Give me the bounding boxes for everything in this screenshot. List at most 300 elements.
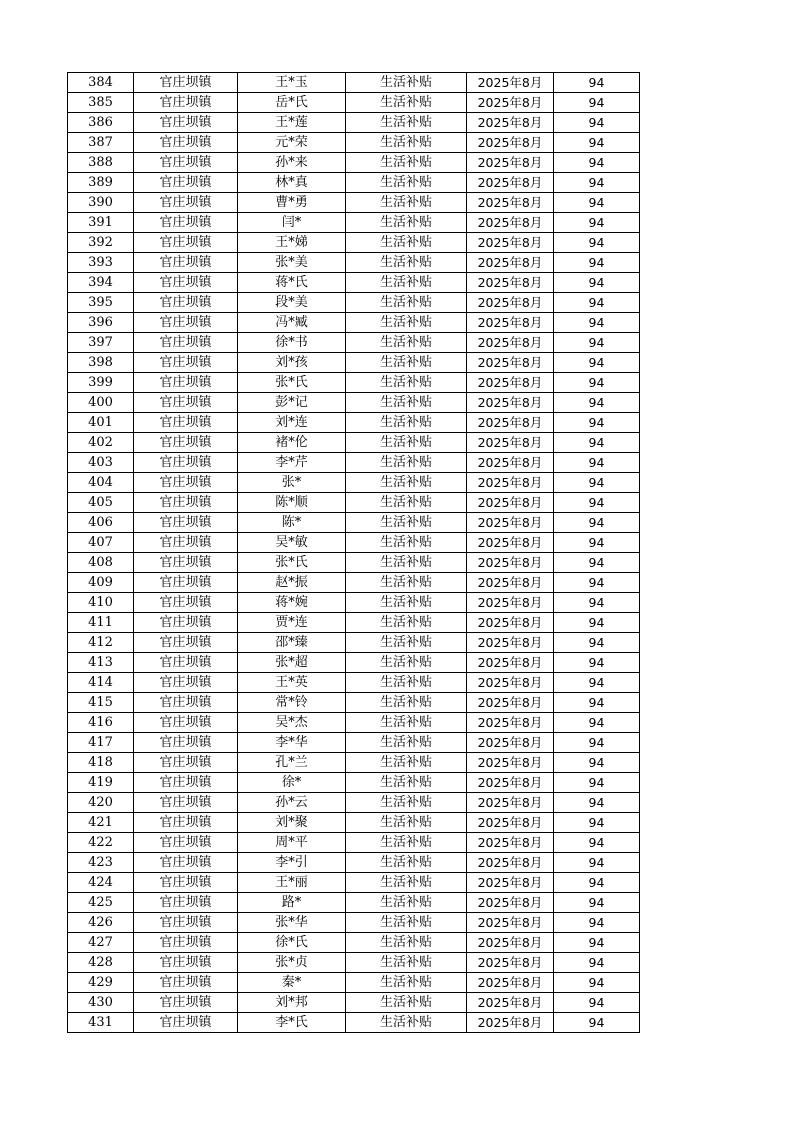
table-row: [68, 1013, 640, 1033]
subsidy-type-cell: 生活补贴: [346, 993, 467, 1013]
row-number-cell: 413: [68, 653, 134, 673]
amount-cell: 94: [554, 273, 640, 293]
town-cell: 官庄坝镇: [134, 753, 238, 773]
table-row: [68, 653, 640, 673]
period-cell: 2025年8月: [467, 593, 554, 613]
row-number-cell: 384: [68, 73, 134, 93]
name-cell: 岳*氏: [238, 93, 346, 113]
period-cell: 2025年8月: [467, 993, 554, 1013]
subsidy-type-cell: 生活补贴: [346, 353, 467, 373]
period-cell: 2025年8月: [467, 133, 554, 153]
town-cell: 官庄坝镇: [134, 853, 238, 873]
name-cell: 路*: [238, 893, 346, 913]
row-number-cell: 423: [68, 853, 134, 873]
amount-cell: 94: [554, 513, 640, 533]
period-cell: 2025年8月: [467, 893, 554, 913]
amount-cell: 94: [554, 793, 640, 813]
name-cell: 吴*敏: [238, 533, 346, 553]
amount-cell: 94: [554, 373, 640, 393]
town-cell: 官庄坝镇: [134, 773, 238, 793]
period-cell: 2025年8月: [467, 153, 554, 173]
table-row: [68, 793, 640, 813]
row-number-cell: 397: [68, 333, 134, 353]
name-cell: 蒋*婉: [238, 593, 346, 613]
row-number-cell: 414: [68, 673, 134, 693]
town-cell: 官庄坝镇: [134, 153, 238, 173]
period-cell: 2025年8月: [467, 273, 554, 293]
name-cell: 秦*: [238, 973, 346, 993]
table-row: [68, 573, 640, 593]
period-cell: 2025年8月: [467, 753, 554, 773]
period-cell: 2025年8月: [467, 953, 554, 973]
name-cell: 蒋*氏: [238, 273, 346, 293]
table-row: [68, 353, 640, 373]
town-cell: 官庄坝镇: [134, 493, 238, 513]
amount-cell: 94: [554, 333, 640, 353]
row-number-cell: 407: [68, 533, 134, 553]
row-number-cell: 424: [68, 873, 134, 893]
amount-cell: 94: [554, 313, 640, 333]
subsidy-type-cell: 生活补贴: [346, 493, 467, 513]
row-number-cell: 425: [68, 893, 134, 913]
subsidy-type-cell: 生活补贴: [346, 973, 467, 993]
name-cell: 周*平: [238, 833, 346, 853]
name-cell: 张*氏: [238, 553, 346, 573]
row-number-cell: 390: [68, 193, 134, 213]
row-number-cell: 408: [68, 553, 134, 573]
town-cell: 官庄坝镇: [134, 353, 238, 373]
amount-cell: 94: [554, 673, 640, 693]
amount-cell: 94: [554, 393, 640, 413]
period-cell: 2025年8月: [467, 433, 554, 453]
name-cell: 曹*勇: [238, 193, 346, 213]
table-row: [68, 493, 640, 513]
name-cell: 王*丽: [238, 873, 346, 893]
name-cell: 冯*臧: [238, 313, 346, 333]
period-cell: 2025年8月: [467, 233, 554, 253]
amount-cell: 94: [554, 893, 640, 913]
row-number-cell: 411: [68, 613, 134, 633]
period-cell: 2025年8月: [467, 633, 554, 653]
table-row: [68, 453, 640, 473]
subsidy-type-cell: 生活补贴: [346, 153, 467, 173]
subsidy-type-cell: 生活补贴: [346, 633, 467, 653]
name-cell: 张*美: [238, 253, 346, 273]
table-row: [68, 673, 640, 693]
period-cell: 2025年8月: [467, 173, 554, 193]
amount-cell: 94: [554, 693, 640, 713]
period-cell: 2025年8月: [467, 573, 554, 593]
period-cell: 2025年8月: [467, 113, 554, 133]
subsidy-type-cell: 生活补贴: [346, 393, 467, 413]
period-cell: 2025年8月: [467, 793, 554, 813]
subsidy-type-cell: 生活补贴: [346, 613, 467, 633]
amount-cell: 94: [554, 853, 640, 873]
town-cell: 官庄坝镇: [134, 573, 238, 593]
name-cell: 赵*振: [238, 573, 346, 593]
row-number-cell: 405: [68, 493, 134, 513]
subsidy-type-cell: 生活补贴: [346, 893, 467, 913]
town-cell: 官庄坝镇: [134, 433, 238, 453]
subsidy-type-cell: 生活补贴: [346, 813, 467, 833]
table-row: [68, 373, 640, 393]
table-row: [68, 533, 640, 553]
subsidy-type-cell: 生活补贴: [346, 773, 467, 793]
amount-cell: 94: [554, 473, 640, 493]
subsidy-type-cell: 生活补贴: [346, 93, 467, 113]
row-number-cell: 386: [68, 113, 134, 133]
town-cell: 官庄坝镇: [134, 373, 238, 393]
amount-cell: 94: [554, 353, 640, 373]
row-number-cell: 415: [68, 693, 134, 713]
name-cell: 陈*顺: [238, 493, 346, 513]
row-number-cell: 394: [68, 273, 134, 293]
amount-cell: 94: [554, 293, 640, 313]
name-cell: 李*华: [238, 733, 346, 753]
table-row: [68, 713, 640, 733]
subsidy-type-cell: 生活补贴: [346, 293, 467, 313]
name-cell: 李*芹: [238, 453, 346, 473]
subsidy-type-cell: 生活补贴: [346, 453, 467, 473]
table-row: [68, 773, 640, 793]
town-cell: 官庄坝镇: [134, 413, 238, 433]
town-cell: 官庄坝镇: [134, 113, 238, 133]
row-number-cell: 403: [68, 453, 134, 473]
amount-cell: 94: [554, 1013, 640, 1033]
town-cell: 官庄坝镇: [134, 393, 238, 413]
row-number-cell: 400: [68, 393, 134, 413]
name-cell: 张*超: [238, 653, 346, 673]
name-cell: 邵*臻: [238, 633, 346, 653]
town-cell: 官庄坝镇: [134, 213, 238, 233]
name-cell: 王*玉: [238, 73, 346, 93]
table-row: [68, 113, 640, 133]
amount-cell: 94: [554, 633, 640, 653]
amount-cell: 94: [554, 573, 640, 593]
town-cell: 官庄坝镇: [134, 313, 238, 333]
subsidy-type-cell: 生活补贴: [346, 233, 467, 253]
town-cell: 官庄坝镇: [134, 633, 238, 653]
row-number-cell: 398: [68, 353, 134, 373]
table-row: [68, 553, 640, 573]
row-number-cell: 402: [68, 433, 134, 453]
amount-cell: 94: [554, 773, 640, 793]
name-cell: 王*英: [238, 673, 346, 693]
table-row: [68, 833, 640, 853]
table-row: [68, 693, 640, 713]
period-cell: 2025年8月: [467, 733, 554, 753]
amount-cell: 94: [554, 533, 640, 553]
subsidy-type-cell: 生活补贴: [346, 933, 467, 953]
row-number-cell: 391: [68, 213, 134, 233]
subsidy-type-cell: 生活补贴: [346, 253, 467, 273]
period-cell: 2025年8月: [467, 613, 554, 633]
town-cell: 官庄坝镇: [134, 273, 238, 293]
name-cell: 张*华: [238, 913, 346, 933]
town-cell: 官庄坝镇: [134, 253, 238, 273]
subsidy-type-cell: 生活补贴: [346, 793, 467, 813]
name-cell: 闫*: [238, 213, 346, 233]
row-number-cell: 422: [68, 833, 134, 853]
amount-cell: 94: [554, 553, 640, 573]
name-cell: 张*贞: [238, 953, 346, 973]
subsidy-table: [67, 72, 640, 1033]
table-row: [68, 933, 640, 953]
subsidy-type-cell: 生活补贴: [346, 1013, 467, 1033]
period-cell: 2025年8月: [467, 553, 554, 573]
amount-cell: 94: [554, 973, 640, 993]
town-cell: 官庄坝镇: [134, 133, 238, 153]
table-row: [68, 733, 640, 753]
row-number-cell: 416: [68, 713, 134, 733]
subsidy-type-cell: 生活补贴: [346, 913, 467, 933]
name-cell: 刘*连: [238, 413, 346, 433]
subsidy-type-cell: 生活补贴: [346, 113, 467, 133]
row-number-cell: 385: [68, 93, 134, 113]
period-cell: 2025年8月: [467, 353, 554, 373]
row-number-cell: 412: [68, 633, 134, 653]
period-cell: 2025年8月: [467, 213, 554, 233]
period-cell: 2025年8月: [467, 913, 554, 933]
subsidy-type-cell: 生活补贴: [346, 133, 467, 153]
amount-cell: 94: [554, 133, 640, 153]
table-row: [68, 433, 640, 453]
subsidy-type-cell: 生活补贴: [346, 653, 467, 673]
subsidy-type-cell: 生活补贴: [346, 833, 467, 853]
amount-cell: 94: [554, 813, 640, 833]
name-cell: 孙*云: [238, 793, 346, 813]
period-cell: 2025年8月: [467, 413, 554, 433]
subsidy-type-cell: 生活补贴: [346, 753, 467, 773]
amount-cell: 94: [554, 233, 640, 253]
subsidy-type-cell: 生活补贴: [346, 673, 467, 693]
row-number-cell: 387: [68, 133, 134, 153]
row-number-cell: 401: [68, 413, 134, 433]
amount-cell: 94: [554, 493, 640, 513]
name-cell: 吴*杰: [238, 713, 346, 733]
period-cell: 2025年8月: [467, 453, 554, 473]
amount-cell: 94: [554, 593, 640, 613]
table-row: [68, 213, 640, 233]
period-cell: 2025年8月: [467, 253, 554, 273]
period-cell: 2025年8月: [467, 653, 554, 673]
table-row: [68, 513, 640, 533]
name-cell: 李*引: [238, 853, 346, 873]
subsidy-type-cell: 生活补贴: [346, 873, 467, 893]
period-cell: 2025年8月: [467, 93, 554, 113]
amount-cell: 94: [554, 93, 640, 113]
table-row: [68, 173, 640, 193]
subsidy-type-cell: 生活补贴: [346, 333, 467, 353]
subsidy-type-cell: 生活补贴: [346, 413, 467, 433]
period-cell: 2025年8月: [467, 973, 554, 993]
subsidy-type-cell: 生活补贴: [346, 553, 467, 573]
table-row: [68, 313, 640, 333]
town-cell: 官庄坝镇: [134, 653, 238, 673]
table-row: [68, 873, 640, 893]
name-cell: 张*氏: [238, 373, 346, 393]
table-row: [68, 153, 640, 173]
amount-cell: 94: [554, 873, 640, 893]
table-row: [68, 73, 640, 93]
town-cell: 官庄坝镇: [134, 673, 238, 693]
period-cell: 2025年8月: [467, 393, 554, 413]
town-cell: 官庄坝镇: [134, 893, 238, 913]
town-cell: 官庄坝镇: [134, 933, 238, 953]
row-number-cell: 404: [68, 473, 134, 493]
amount-cell: 94: [554, 453, 640, 473]
table-row: [68, 233, 640, 253]
subsidy-type-cell: 生活补贴: [346, 733, 467, 753]
row-number-cell: 399: [68, 373, 134, 393]
period-cell: 2025年8月: [467, 873, 554, 893]
name-cell: 刘*聚: [238, 813, 346, 833]
name-cell: 刘*邦: [238, 993, 346, 1013]
row-number-cell: 430: [68, 993, 134, 1013]
table-row: [68, 893, 640, 913]
table-row: [68, 393, 640, 413]
period-cell: 2025年8月: [467, 1013, 554, 1033]
table-row: [68, 633, 640, 653]
name-cell: 孔*兰: [238, 753, 346, 773]
town-cell: 官庄坝镇: [134, 553, 238, 573]
town-cell: 官庄坝镇: [134, 513, 238, 533]
town-cell: 官庄坝镇: [134, 913, 238, 933]
amount-cell: 94: [554, 253, 640, 273]
period-cell: 2025年8月: [467, 73, 554, 93]
row-number-cell: 395: [68, 293, 134, 313]
period-cell: 2025年8月: [467, 473, 554, 493]
row-number-cell: 417: [68, 733, 134, 753]
name-cell: 彭*记: [238, 393, 346, 413]
name-cell: 徐*书: [238, 333, 346, 353]
subsidy-type-cell: 生活补贴: [346, 213, 467, 233]
town-cell: 官庄坝镇: [134, 713, 238, 733]
name-cell: 徐*: [238, 773, 346, 793]
town-cell: 官庄坝镇: [134, 533, 238, 553]
period-cell: 2025年8月: [467, 713, 554, 733]
town-cell: 官庄坝镇: [134, 93, 238, 113]
amount-cell: 94: [554, 193, 640, 213]
period-cell: 2025年8月: [467, 493, 554, 513]
period-cell: 2025年8月: [467, 513, 554, 533]
period-cell: 2025年8月: [467, 853, 554, 873]
subsidy-type-cell: 生活补贴: [346, 193, 467, 213]
row-number-cell: 421: [68, 813, 134, 833]
period-cell: 2025年8月: [467, 313, 554, 333]
row-number-cell: 392: [68, 233, 134, 253]
row-number-cell: 428: [68, 953, 134, 973]
name-cell: 孙*来: [238, 153, 346, 173]
table-row: [68, 293, 640, 313]
town-cell: 官庄坝镇: [134, 473, 238, 493]
period-cell: 2025年8月: [467, 833, 554, 853]
amount-cell: 94: [554, 413, 640, 433]
table-row: [68, 93, 640, 113]
name-cell: 徐*氏: [238, 933, 346, 953]
subsidy-type-cell: 生活补贴: [346, 593, 467, 613]
period-cell: 2025年8月: [467, 693, 554, 713]
row-number-cell: 427: [68, 933, 134, 953]
amount-cell: 94: [554, 613, 640, 633]
town-cell: 官庄坝镇: [134, 833, 238, 853]
table-row: [68, 133, 640, 153]
town-cell: 官庄坝镇: [134, 173, 238, 193]
row-number-cell: 396: [68, 313, 134, 333]
subsidy-type-cell: 生活补贴: [346, 373, 467, 393]
amount-cell: 94: [554, 713, 640, 733]
period-cell: 2025年8月: [467, 673, 554, 693]
row-number-cell: 426: [68, 913, 134, 933]
town-cell: 官庄坝镇: [134, 193, 238, 213]
period-cell: 2025年8月: [467, 193, 554, 213]
table-row: [68, 333, 640, 353]
town-cell: 官庄坝镇: [134, 233, 238, 253]
row-number-cell: 388: [68, 153, 134, 173]
row-number-cell: 429: [68, 973, 134, 993]
table-row: [68, 593, 640, 613]
row-number-cell: 419: [68, 773, 134, 793]
town-cell: 官庄坝镇: [134, 613, 238, 633]
subsidy-type-cell: 生活补贴: [346, 313, 467, 333]
town-cell: 官庄坝镇: [134, 953, 238, 973]
name-cell: 张*: [238, 473, 346, 493]
amount-cell: 94: [554, 153, 640, 173]
amount-cell: 94: [554, 953, 640, 973]
name-cell: 林*真: [238, 173, 346, 193]
row-number-cell: 431: [68, 1013, 134, 1033]
period-cell: 2025年8月: [467, 813, 554, 833]
period-cell: 2025年8月: [467, 373, 554, 393]
table-row: [68, 993, 640, 1013]
name-cell: 王*莲: [238, 113, 346, 133]
amount-cell: 94: [554, 833, 640, 853]
table-body: [68, 73, 640, 1033]
town-cell: 官庄坝镇: [134, 793, 238, 813]
table-row: [68, 613, 640, 633]
town-cell: 官庄坝镇: [134, 293, 238, 313]
town-cell: 官庄坝镇: [134, 873, 238, 893]
table-row: [68, 193, 640, 213]
town-cell: 官庄坝镇: [134, 1013, 238, 1033]
name-cell: 元*荣: [238, 133, 346, 153]
subsidy-type-cell: 生活补贴: [346, 953, 467, 973]
name-cell: 李*氏: [238, 1013, 346, 1033]
period-cell: 2025年8月: [467, 533, 554, 553]
town-cell: 官庄坝镇: [134, 693, 238, 713]
town-cell: 官庄坝镇: [134, 453, 238, 473]
subsidy-type-cell: 生活补贴: [346, 473, 467, 493]
subsidy-type-cell: 生活补贴: [346, 573, 467, 593]
amount-cell: 94: [554, 113, 640, 133]
table-row: [68, 473, 640, 493]
row-number-cell: 418: [68, 753, 134, 773]
subsidy-type-cell: 生活补贴: [346, 853, 467, 873]
name-cell: 王*娣: [238, 233, 346, 253]
town-cell: 官庄坝镇: [134, 813, 238, 833]
subsidy-type-cell: 生活补贴: [346, 513, 467, 533]
table-row: [68, 913, 640, 933]
amount-cell: 94: [554, 933, 640, 953]
subsidy-type-cell: 生活补贴: [346, 173, 467, 193]
row-number-cell: 393: [68, 253, 134, 273]
table-row: [68, 813, 640, 833]
row-number-cell: 409: [68, 573, 134, 593]
amount-cell: 94: [554, 433, 640, 453]
amount-cell: 94: [554, 173, 640, 193]
table-row: [68, 253, 640, 273]
table-row: [68, 973, 640, 993]
